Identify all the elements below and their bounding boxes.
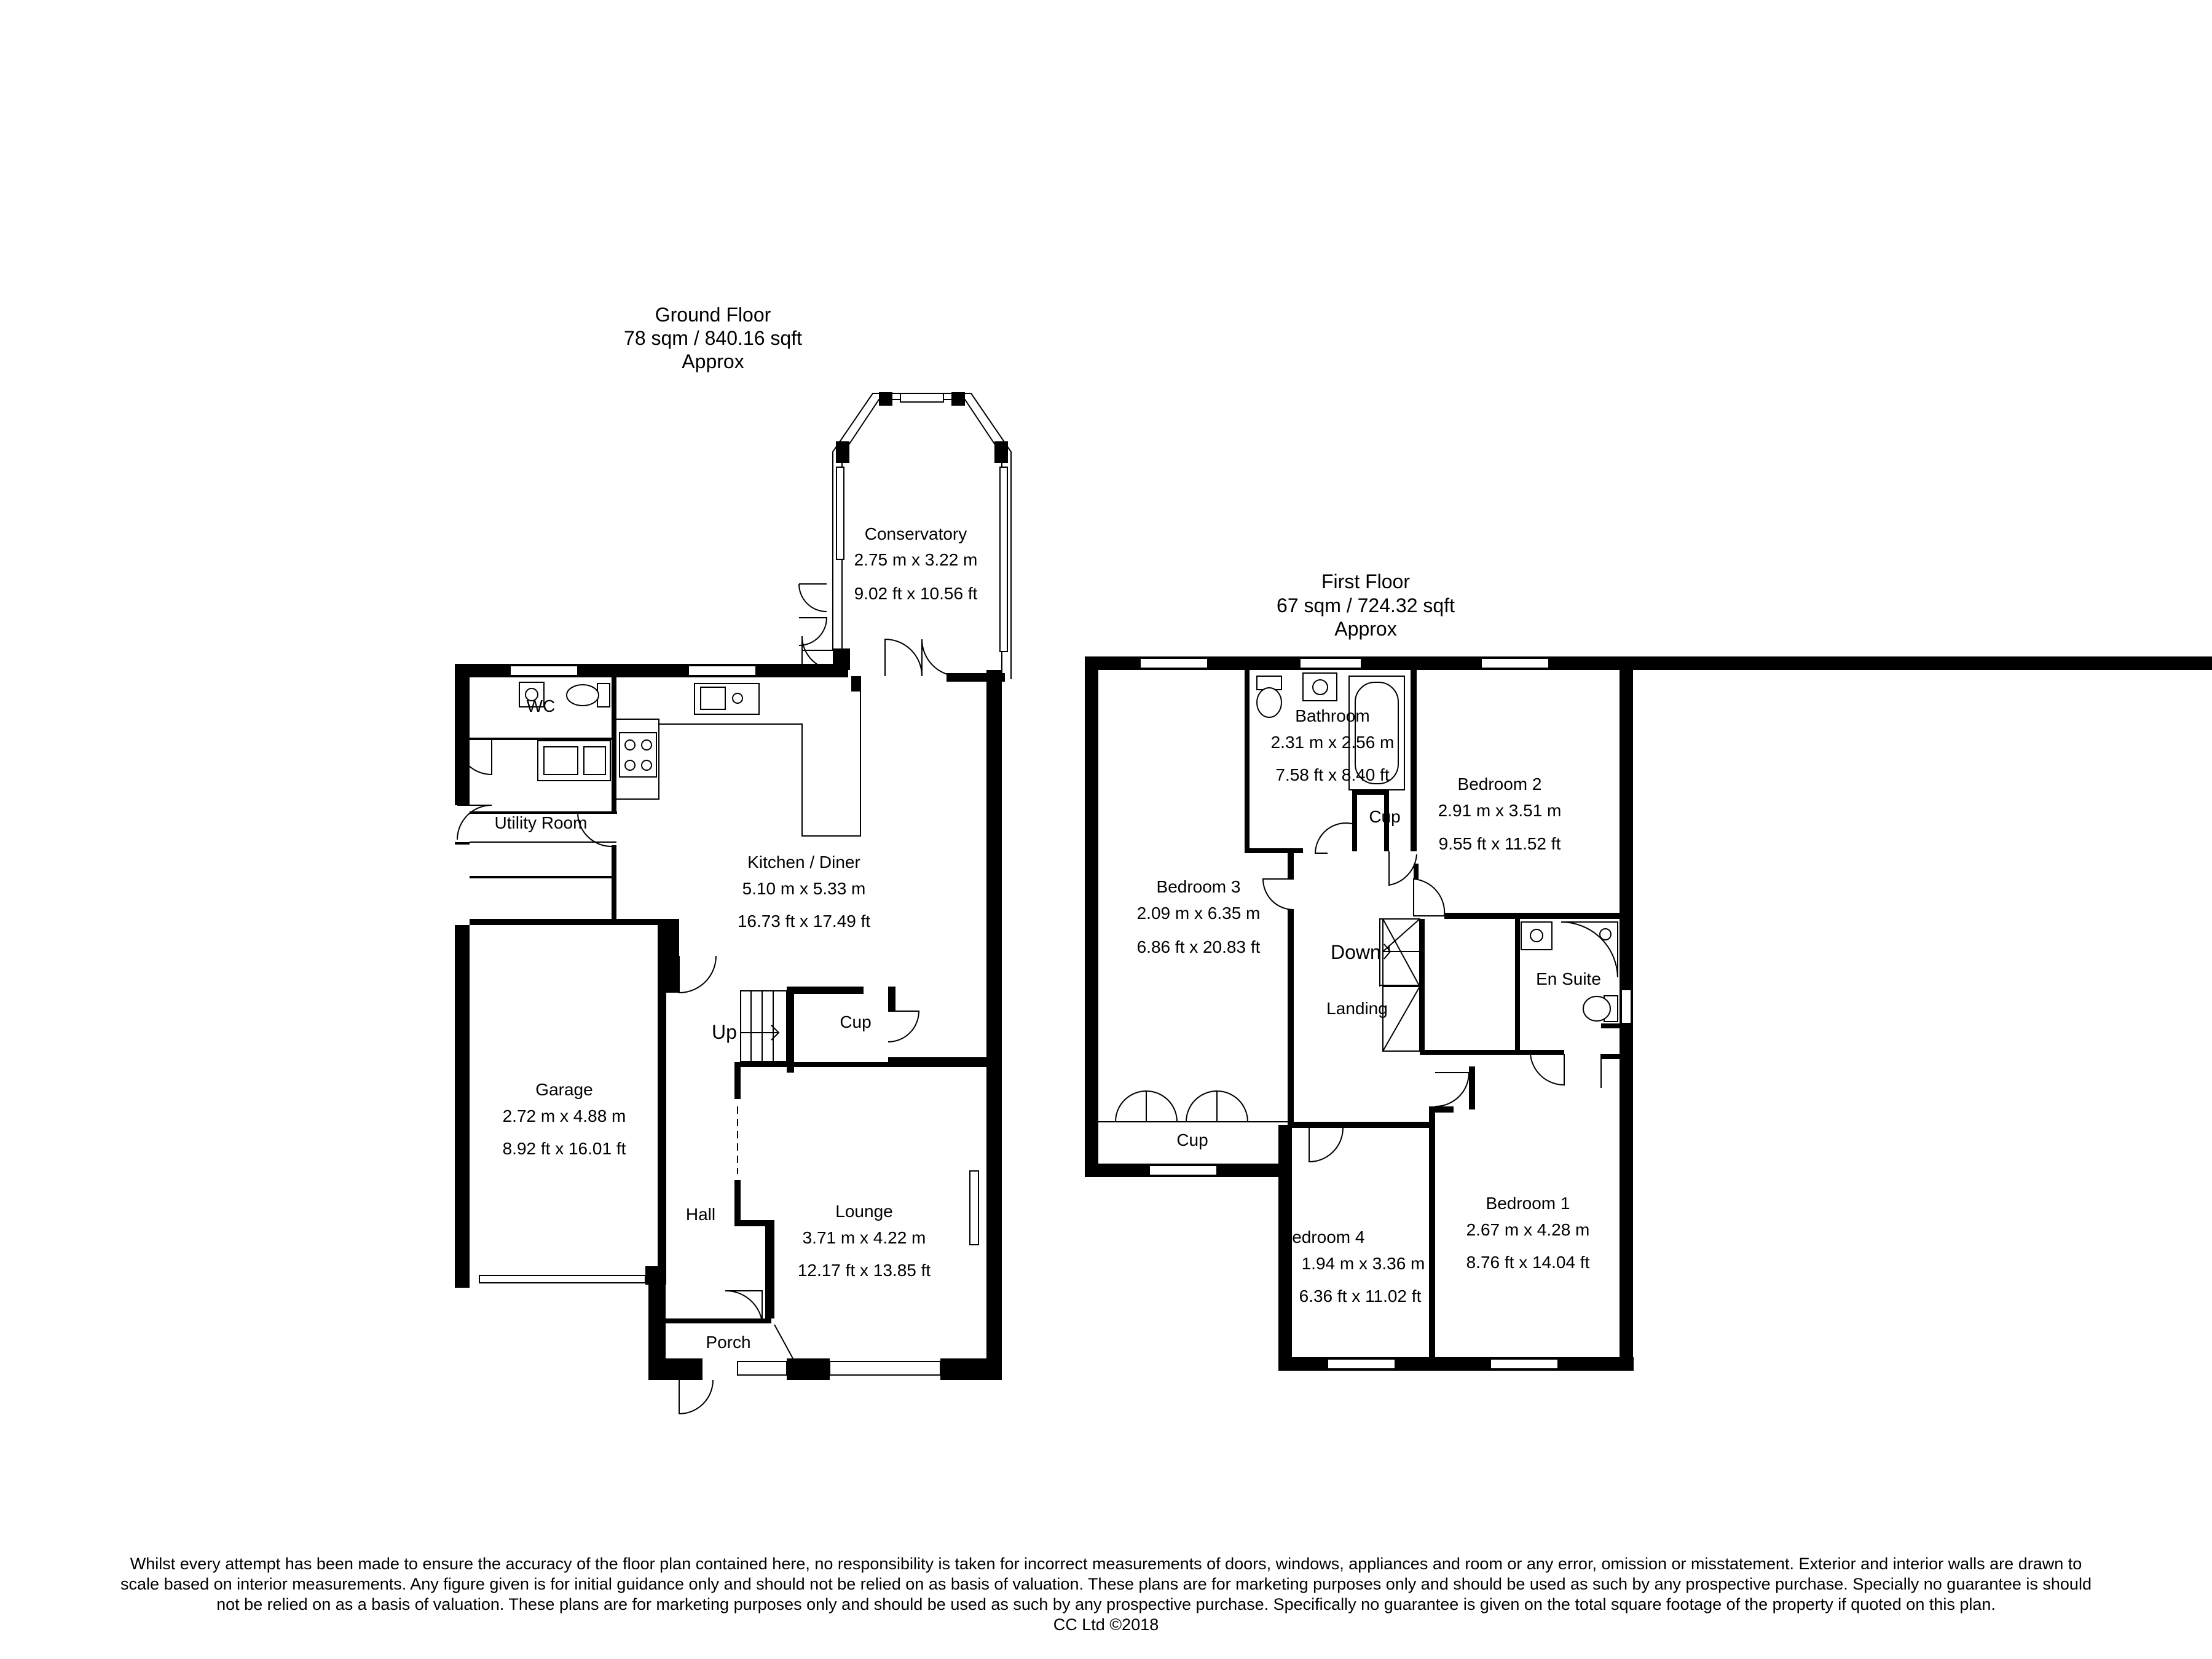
disclaimer (37, 1554, 2175, 1635)
garage-label: Garage (535, 1080, 593, 1099)
lounge-metric: 3.71 m x 4.22 m (802, 1228, 926, 1247)
first-floor-approx: Approx (1334, 618, 1397, 640)
first-floor-title: First Floor (1321, 570, 1410, 593)
disclaimer-line: not be relied on as a basis of valuation. These plans are for marketing purposes only and should be used as such by any prospective purchase. Specifically no guarantee is given on the total square footage of the property if quoted on this plan. (216, 1595, 1996, 1614)
conservatory-pillar (994, 441, 1008, 463)
garage-metric: 2.72 m x 4.88 m (502, 1106, 626, 1125)
kitchen-label: Kitchen / Diner (747, 853, 860, 872)
bathroom-imperial: 7.58 ft x 8.40 ft (1275, 765, 1390, 784)
ground-floor-approx: Approx (682, 350, 744, 372)
cupboard-bed3-label: Cup (1176, 1130, 1208, 1149)
window (1621, 990, 1631, 1023)
conservatory-metric: 2.75 m x 3.22 m (854, 550, 978, 569)
kitchen-imperial: 16.73 ft x 17.49 ft (737, 912, 871, 931)
door (1435, 1073, 1469, 1106)
door (725, 1291, 762, 1322)
kitchen-metric: 5.10 m x 5.33 m (742, 879, 866, 898)
disclaimer-line: scale based on interior measurements. Any figure given is for initial guidance only and should not be relied on as basis of valuation. These plans are for marketing purposes only and should be used as such by any prospective purchase. Specially no guarantee is should (120, 1575, 2092, 1593)
bedroom4-label: Bedroom 4 (1280, 1228, 1365, 1247)
first-floor-exterior-walls (1085, 656, 2212, 1371)
bathroom-label: Bathroom (1295, 706, 1370, 725)
door (1309, 1128, 1343, 1162)
stairs-up-label: Up (712, 1021, 737, 1043)
first-floor-doors (1098, 823, 1601, 1162)
wardrobe-door (1116, 1091, 1177, 1122)
window (738, 1361, 787, 1375)
window (1000, 467, 1007, 652)
ground-floor-stairs (741, 991, 787, 1062)
first-floor-area: 67 sqm / 724.32 sqft (1277, 594, 1455, 617)
ground-floor-plan (455, 304, 1011, 1414)
bedroom4-imperial: 6.36 ft x 11.02 ft (1299, 1287, 1422, 1306)
wc-label: WC (526, 696, 556, 715)
front-door (679, 1380, 713, 1414)
window (1328, 1359, 1395, 1369)
conservatory-french-door (799, 584, 827, 645)
ground-floor-title: Ground Floor (655, 304, 771, 326)
door (1263, 879, 1294, 910)
conservatory-pillar (951, 392, 965, 406)
garage-door (479, 1275, 645, 1283)
window (1481, 658, 1549, 668)
window (836, 467, 844, 559)
door (1530, 1054, 1601, 1088)
copyright: CC Ltd ©2018 (1053, 1615, 1159, 1634)
window (830, 1361, 940, 1375)
garage-imperial: 8.92 ft x 16.01 ft (502, 1139, 626, 1158)
door (1315, 823, 1352, 853)
window (1490, 1359, 1558, 1369)
conservatory-pillar (879, 392, 892, 406)
door (679, 956, 716, 993)
door (888, 1011, 919, 1042)
disclaimer-line: Whilst every attempt has been made to ensure the accuracy of the floor plan contained here, no responsibility is taken for incorrect measurements of doors, windows, appliances and room or any error, omission or misstatement. Exterior and interior walls are drawn to (130, 1555, 2082, 1573)
window (1149, 1165, 1217, 1175)
kitchen-units (616, 684, 860, 836)
window (688, 666, 756, 676)
porch-label: Porch (706, 1333, 751, 1352)
window (900, 393, 943, 402)
bedroom3-metric: 2.09 m x 6.35 m (1136, 904, 1261, 923)
bedroom2-label: Bedroom 2 (1457, 774, 1542, 794)
utility-room-label: Utility Room (494, 813, 588, 832)
lounge-label: Lounge (835, 1202, 893, 1221)
conservatory-imperial: 9.02 ft x 10.56 ft (854, 584, 978, 603)
stairs-down-label: Down (1331, 941, 1381, 963)
lounge-imperial: 12.17 ft x 13.85 ft (797, 1261, 931, 1280)
cupboard-top-label: Cup (1369, 807, 1401, 826)
window (1300, 658, 1361, 668)
hob-icon (620, 733, 656, 777)
bedroom2-imperial: 9.55 ft x 11.52 ft (1438, 834, 1561, 853)
bedroom1-metric: 2.67 m x 4.28 m (1466, 1220, 1590, 1239)
first-floor-labels (1137, 706, 1601, 1306)
wardrobe-door (1186, 1091, 1248, 1122)
ground-floor-labels (495, 524, 978, 1352)
landing-label: Landing (1326, 999, 1388, 1018)
window (1140, 658, 1208, 668)
door (1389, 851, 1417, 885)
bedroom3-imperial: 6.86 ft x 20.83 ft (1136, 937, 1261, 956)
window (970, 1171, 978, 1245)
window (510, 666, 578, 676)
conservatory-pillar (836, 441, 849, 463)
door (1414, 879, 1444, 916)
cupboard-label: Cup (840, 1012, 872, 1031)
door (774, 1325, 793, 1358)
first-floor-stairs (1380, 919, 1420, 1051)
door (457, 805, 492, 840)
bedroom3-label: Bedroom 3 (1156, 877, 1241, 896)
bedroom1-imperial: 8.76 ft x 14.04 ft (1466, 1253, 1590, 1272)
first-floor-plan (1085, 570, 2212, 1371)
bathroom-metric: 2.31 m x 2.56 m (1270, 733, 1395, 752)
hall-label: Hall (685, 1205, 716, 1224)
bedroom1-label: Bedroom 1 (1486, 1194, 1570, 1213)
bedroom2-metric: 2.91 m x 3.51 m (1438, 801, 1562, 820)
en-suite-label: En Suite (1536, 969, 1601, 988)
french-door (885, 639, 959, 676)
conservatory-label: Conservatory (864, 524, 967, 543)
bedroom4-metric: 1.94 m x 3.36 m (1301, 1254, 1425, 1273)
ground-floor-area: 78 sqm / 840.16 sqft (624, 327, 802, 349)
